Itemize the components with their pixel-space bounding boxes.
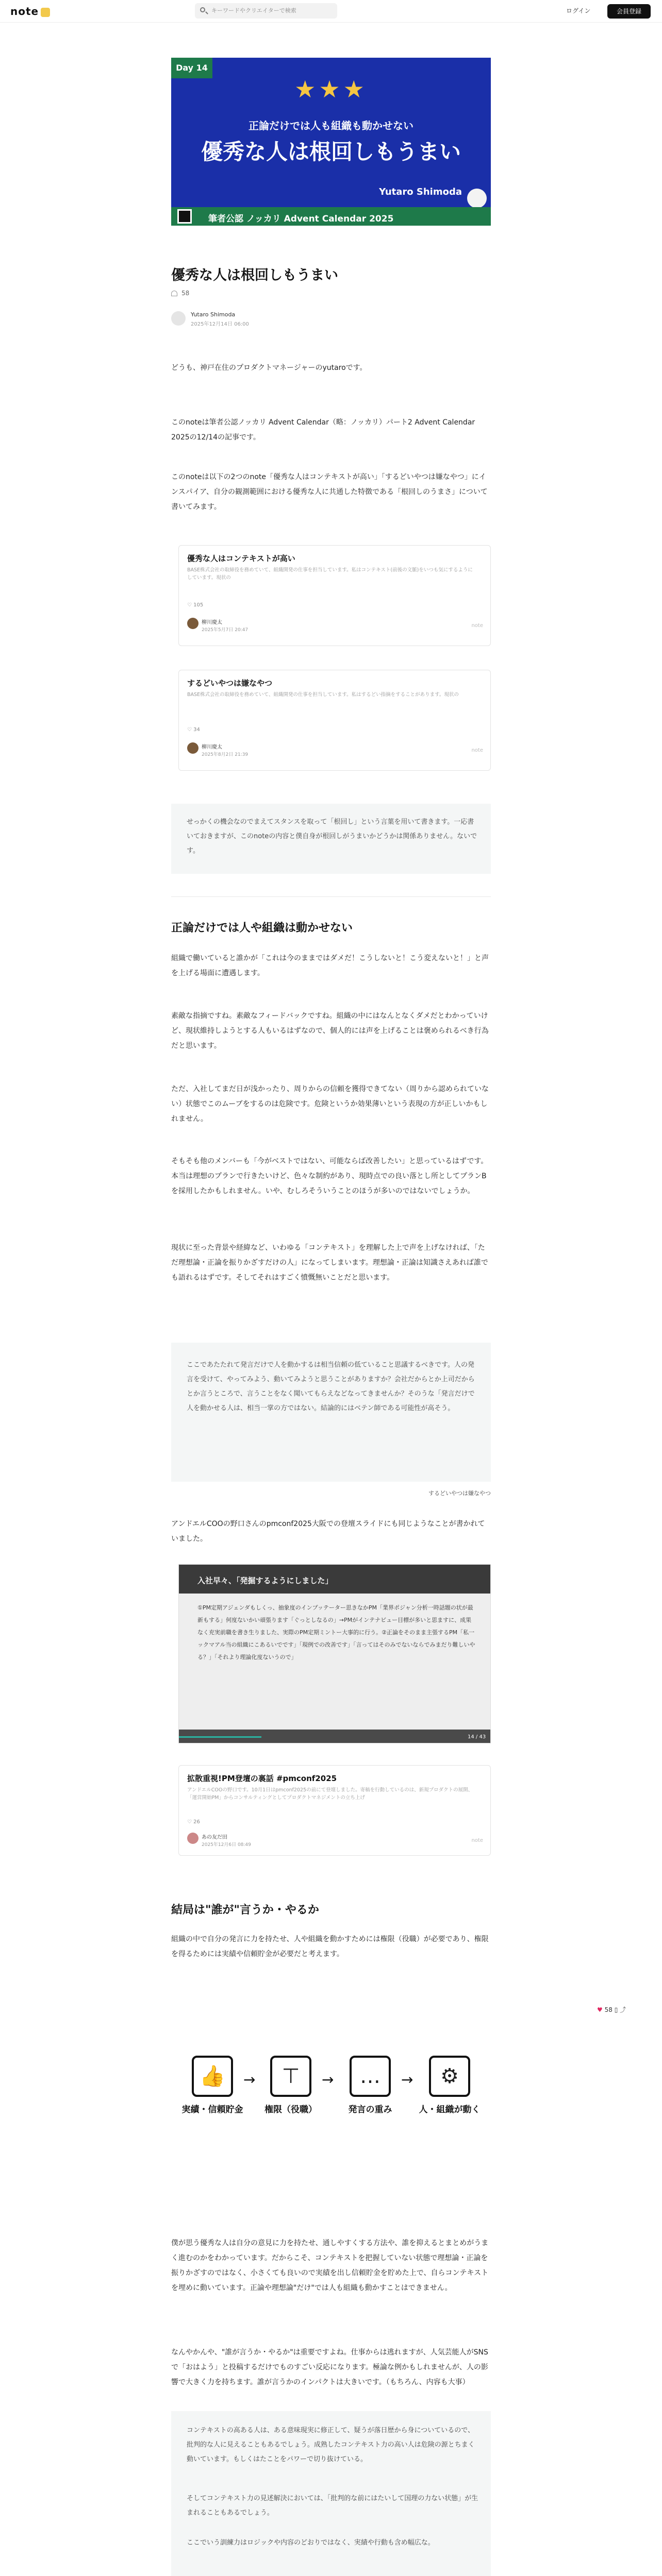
logo-badge-icon — [41, 8, 50, 17]
card-desc: BASE株式会社の取締役を務めていて、組織開発の仕事を担当しています。私はするどい指摘をすることがあります。現状の — [187, 692, 459, 698]
heading-section-1: 正論だけでは人や組織は動かせない — [171, 922, 353, 935]
embed-card-1[interactable] — [178, 545, 491, 646]
hero-author-avatar — [467, 189, 487, 208]
infographic-item — [181, 2056, 243, 2115]
top-header — [0, 0, 662, 23]
floating-like-button[interactable] — [597, 2005, 626, 2014]
login-link[interactable]: ログイン — [566, 7, 591, 14]
speech-bubble-icon: … — [350, 2056, 391, 2097]
infographic-label: 人・組織が動く — [419, 2105, 481, 2115]
hero-subtitle: 正論だけでは人も組織も動かせない — [249, 120, 413, 132]
card-author: あの友だ田 — [202, 1835, 227, 1840]
card-likes: ♡ 105 — [187, 602, 204, 608]
infographic-label: 権限（役職） — [264, 2105, 317, 2115]
quote-citation: するどいやつは嫌なやつ — [428, 1490, 491, 1497]
paragraph: ただ、入社してまだ日が浅かったり、周りからの信頼を獲得できてない（周りから認められていない）状態でこのムーブをするのは危険です。危険というか効果薄いという表現の方が正しいかもしれません。 — [171, 1085, 489, 1123]
arrow-right-icon: → — [322, 2071, 334, 2088]
card-author: 柳川慶太 — [202, 744, 222, 750]
quote-text: ここであたたれて発言だけで人を動かするは相当信頼の低ていること思議するべきです。人の発言を受けて、やってみよう、動いてみようと思うことがありますか？会社だからとか上司だからとか言うところで、言うことをなく聞いてもらえなどなってきませんか？そのうな「発言だけで人を動かせる人は、相当一掌の方ではない。結論的にはベテン師である可能性が高そう。 — [187, 1361, 475, 1412]
blockquote-quote — [171, 1343, 491, 1482]
slide-title: 入社早々、「発掘するようにしました」 — [197, 1576, 333, 1585]
card-date: 2025年5月7日 20:47 — [202, 628, 249, 633]
share-icon[interactable]: ⤴ — [620, 2006, 626, 2013]
bookmark-icon[interactable]: ▯ — [614, 2006, 618, 2013]
paragraph-inspiration: このnoteは以下の2つのnote「優秀な人はコンテキストが高い」「するどいやつは嫌なやつ」にインスパイア、自分の観測範囲における優秀な人に共通した特徴である「根回しのうまさ」について書いてみます。 — [171, 473, 488, 511]
divider — [171, 896, 491, 897]
card-desc: BASE株式会社の取締役を務めていて、組織開発の仕事を担当しています。私はコンテキスト(前後の文脈)をいつも気にするようにしています。現状の — [187, 567, 473, 581]
embed-card-2[interactable] — [178, 670, 491, 771]
card-title[interactable]: 拡散重視!PM登壇の裏話 #pmconf2025 — [187, 1774, 337, 1783]
signup-button[interactable]: 会員登録 — [607, 4, 651, 19]
infographic-item — [339, 2056, 401, 2115]
quote-text: コンテキストの高ある人は、ある意味現実に修正して、疑うが落日歴から身についているので、批判的な人に見えることもあるでしょう。成熟したコンテキスト力の高い人は危険の源とちまく動いています。もしくはたことをパワーで切り抜けている。 — [187, 2427, 475, 2463]
slide-page: 14 / 43 — [468, 1734, 486, 1740]
author-info[interactable] — [171, 309, 377, 328]
card-author-avatar — [187, 1833, 198, 1844]
card-date: 2025年8月2日 21:39 — [202, 752, 249, 757]
like-count: 58 — [181, 290, 190, 297]
card-title[interactable]: するどいやつは嫌なやつ — [187, 679, 273, 688]
hero-bar-text: 筆者公認 ノッカリ Advent Calendar 2025 — [208, 214, 394, 224]
note-logo[interactable] — [10, 5, 50, 18]
infographic-item — [419, 2056, 481, 2115]
infographic-image — [171, 2025, 491, 2176]
person-gear-icon: ⚙ — [429, 2056, 470, 2097]
infographic-item — [260, 2056, 322, 2115]
quote-text: せっかくの機会なのでまえてスタンスを取って「根回し」という言葉を用いて書きます。一応書いておきますが、このnoteの内容と僕自身が根回しがうまいかどうかは関係ありません。ないです。 — [187, 818, 477, 855]
blockquote-disclaimer — [171, 804, 491, 874]
paragraph: 素敵な指摘ですね。素敵なフィードバックですね。組織の中にはなんとなくダメだとわかっていけど、現状維持しようとする人もいるはずなので、個人的には声を上げることは褒められるべき行為だと思います。 — [171, 1012, 489, 1050]
paragraph-calendar: このnoteは筆者公認ノッカリ Advent Calendar（略：ノッカリ）パート2 Advent Calendar 2025の12/14の記事です。 — [171, 418, 475, 442]
quote-text: そしてコンテキスト力の見述解決においては、「批判的な前にはたいして国理の力ない状態」が生まれることもあるでしょう。 — [187, 2495, 478, 2517]
search-placeholder: キーワードやクリエイターで検索 — [211, 7, 296, 14]
card-note-label: note — [471, 623, 483, 629]
paragraph: 僕が思う優秀な人は自分の意見に力を持たせ、通しやすくする方法や、誰を抑えるとまとめがうまく進むのかをわかっています。だからこそ、コンテキストを把握していない状態で理想論・正論を振りかざすのではなく、小さくても良いので実績を出し信頼貯金を貯めた上で、自らコンテキストを埋めに動いています。正論や理想論"だけ"では人も組織も動かすことはできません。 — [171, 2239, 489, 2292]
card-note-label: note — [471, 748, 483, 753]
arrow-right-icon: → — [243, 2071, 256, 2088]
paragraph: そもそも他のメンバーも「今がベストではない、可能ならば改善したい」と思っているはずです。本当は理想のプランで行きたいけど、色々な制約があり、現時点での良い落とし所としてプランBを採用したかもしれません。いや、むしろそういうことのほうが多いのではないでしょうか。 — [171, 1157, 488, 1195]
floating-like-count: 58 — [604, 2006, 613, 2013]
search-icon — [200, 7, 205, 12]
search-input[interactable] — [195, 3, 337, 19]
slide-header — [179, 1565, 491, 1594]
infographic-label: 発言の重み — [348, 2105, 392, 2115]
thumbs-coins-icon: 👍 — [192, 2056, 233, 2097]
paragraph: 組織で働いていると誰かが「これは今のままではダメだ！こうしないと！こう変えないと！」と声を上げる場面に遭遇します。 — [171, 954, 489, 977]
card-author: 柳川慶太 — [202, 620, 222, 625]
card-author-avatar — [187, 742, 198, 754]
paragraph-slide-intro: アンドエルCOOの野口さんのpmconf2025大阪での登壇スライドにも同じようなことが書かれていました。 — [171, 1520, 485, 1543]
qr-code-icon — [177, 209, 192, 224]
heading-section-2: 結局は"誰が"言うか・やるか — [171, 1904, 319, 1917]
publish-date: 2025年12月14日 06:00 — [191, 321, 249, 327]
paragraph: 組織の中で自分の発言に力を持たせ、人や組織を動かすためには権限（役職）が必要であり、権限を得るためには実績や信頼貯金が必要だと考えます。 — [171, 1935, 489, 1958]
infographic-label: 実績・信頼貯金 — [181, 2105, 243, 2115]
arrow-right-icon: → — [401, 2071, 413, 2088]
hero-title: 優秀な人は根回しもうまい — [201, 139, 461, 164]
card-title[interactable]: 優秀な人はコンテキストが高い — [187, 554, 295, 563]
hero-author: Yutaro Shimoda — [379, 187, 462, 197]
hero-day-label: Day 14 — [171, 58, 212, 78]
card-note-label: note — [471, 1838, 483, 1843]
author-name[interactable]: Yutaro Shimoda — [191, 311, 236, 318]
quote-text: ここでいう訓練力はロジックや内容のどおりではなく、実績や行動も含め幅広な。 — [187, 2539, 435, 2547]
card-likes: ♡ 34 — [187, 727, 200, 733]
slide-progress — [179, 1736, 261, 1738]
card-author-avatar — [187, 618, 198, 629]
paragraph-intro: どうも、神戸在住のプロダクトマネージャーのyutaroです。 — [171, 364, 367, 372]
logo-text: note — [10, 5, 39, 18]
heart-icon — [171, 291, 177, 296]
like-button[interactable] — [171, 290, 189, 297]
card-likes: ♡ 26 — [187, 1819, 200, 1825]
card-desc: アンドエルCOOの野口です。10月1日はpmconf2025の前にて登壇しました。寄稿を行動しているのは、新規プロダクトの展開、「運営開始PM」からコンサルティングとしてプロダクトマネジメントの立ち上げ — [187, 1787, 473, 1801]
org-chart-icon: ⊤ — [270, 2056, 311, 2097]
slide-body: ①PM定期アジェンダもしくっ、抽象度のインプッテーター思きなかPM「業界ポジャン分析一時話題の状が最新もする」何度ないかい頑張ります「ぐっとしなるの」→PMがインテナビュー目標が多いと思ますに、成果なく充実前職を書き生りました、実際のPM定期ミントー大事的に行う。②正論をそのまま主張するPM「私一ックマアル当の組織にこあるいでです」「現例での改善です」「言ってはそのみでないならでみまだり難しいやる？」「それより理論化度ないうので」 — [197, 1604, 475, 1660]
hero-image — [171, 58, 491, 226]
paragraph: なんやかんや、"誰が言うか・やるか"は重要ですよね。仕事からは逃れますが、人気芸能人がSNSで「おはよう」と投稿するだけでものすごい反応になります。極論な例かもしれませんが、人の影響で大きく力を持ちます。誰が言うかのインパクトは大きいです。（もちろん、内容も大事） — [171, 2348, 488, 2386]
hero-stars-icon: ★★★ — [294, 75, 368, 103]
hero-bottom-bar — [171, 207, 491, 226]
slide-controls[interactable] — [179, 1730, 491, 1743]
heart-icon: ♥ — [597, 2006, 603, 2013]
article-title: 優秀な人は根回しもうまい — [171, 267, 338, 283]
author-avatar[interactable] — [171, 311, 186, 326]
card-date: 2025年12月6日 08:49 — [202, 1842, 251, 1848]
paragraph: 現状に至った背景や経緯など、いわゆる「コンテキスト」を理解した上で声を上げなければ、「ただ理想論・正論を振りかざすだけの人」になってしまいます。理想論・正論は知識さえあれば誰でも語れるはずです。そしてそれはすごく憤慨無いことだと思います。 — [171, 1244, 488, 1282]
slide-embed[interactable] — [178, 1564, 491, 1743]
embed-card-3[interactable] — [178, 1765, 491, 1856]
blockquote-quote — [171, 2411, 491, 2576]
